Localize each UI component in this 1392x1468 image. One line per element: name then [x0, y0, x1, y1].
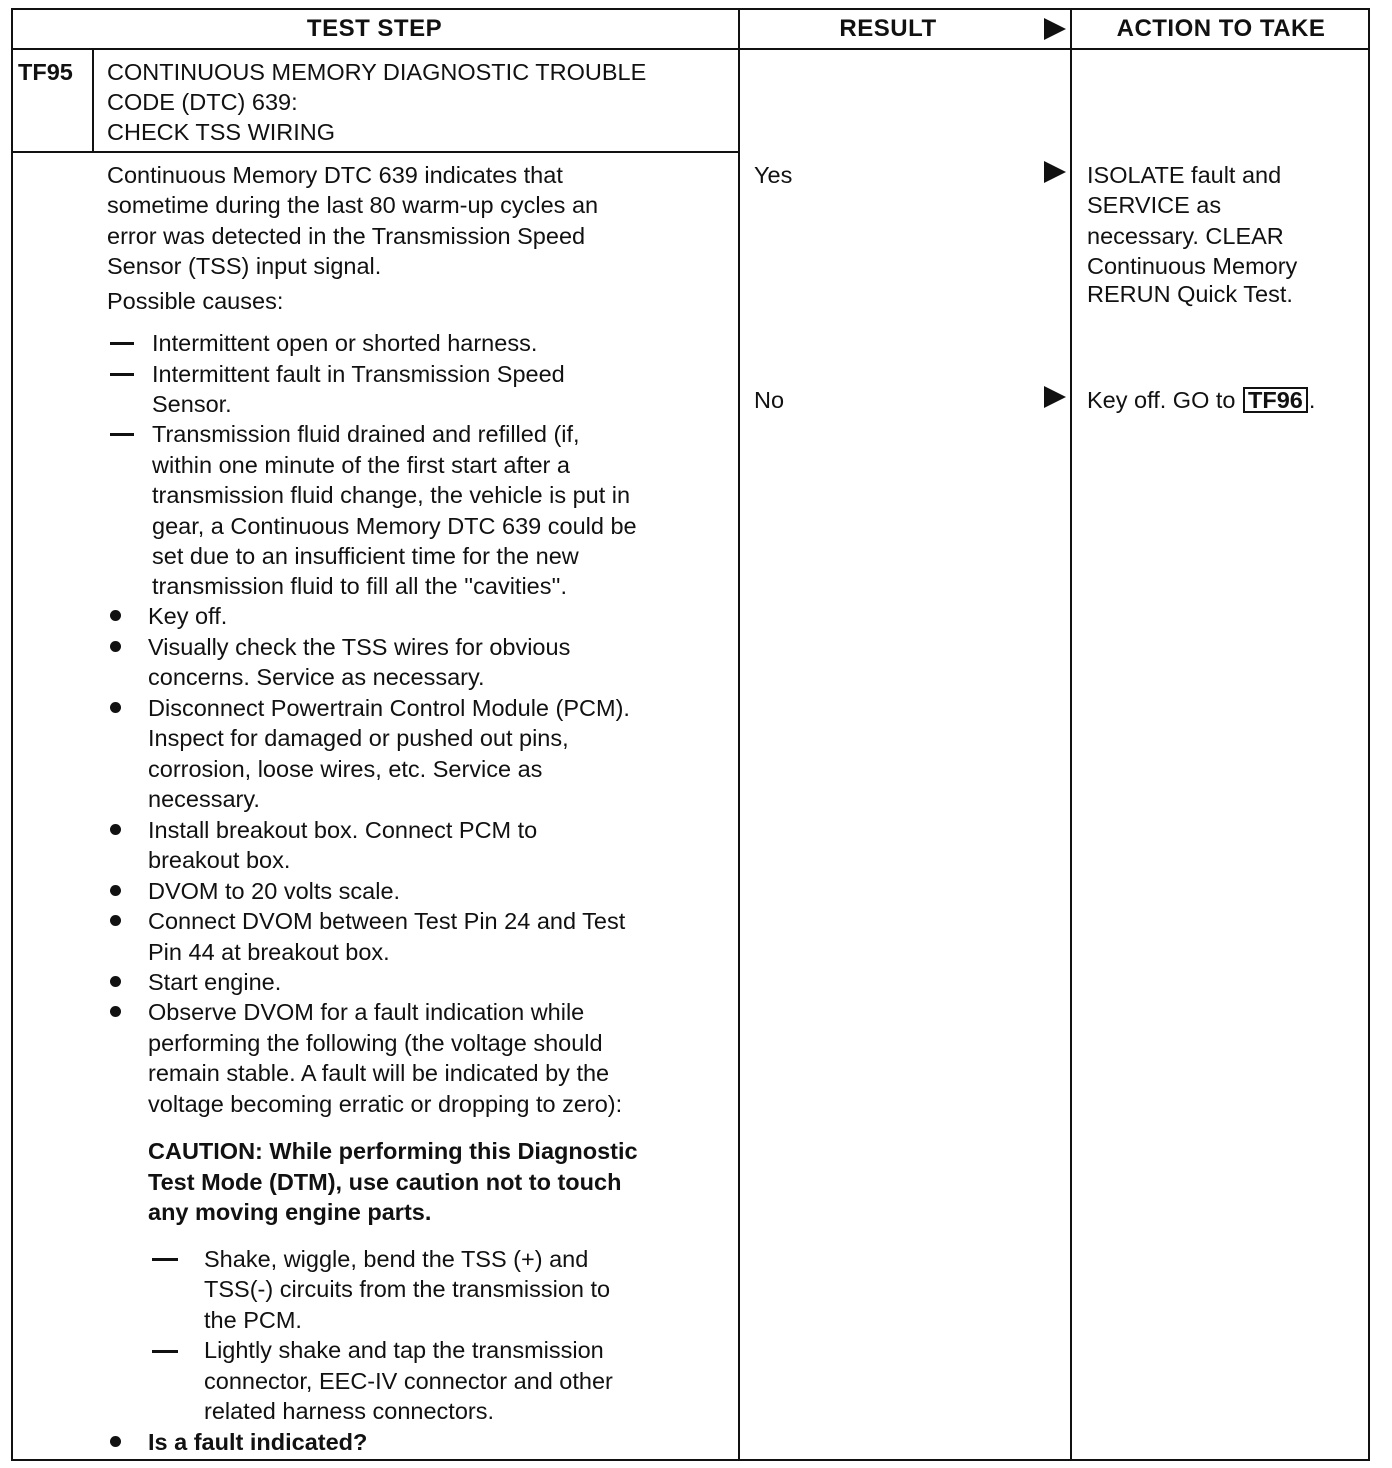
bullet-icon: [110, 702, 121, 713]
step-line: corrosion, loose wires, etc. Service as: [148, 756, 543, 782]
header-result: RESULT: [839, 15, 937, 42]
cause-line: set due to an insufficient time for the new: [152, 543, 579, 569]
caution-line: Test Mode (DTM), use caution not to touch: [148, 1169, 622, 1195]
step-line: Install breakout box. Connect PCM to: [148, 817, 538, 843]
bullet-icon: [110, 885, 121, 896]
column-divider-action: [1070, 8, 1072, 1461]
cause-line: Transmission fluid drained and refilled (if,: [152, 421, 580, 447]
cause-line: within one minute of the first start after a: [152, 452, 570, 478]
bullet-icon: [110, 610, 121, 621]
step-line: voltage becoming erratic or dropping to zero):: [148, 1091, 623, 1117]
intro-line: sometime during the last 80 warm-up cycles an: [107, 192, 599, 218]
intro-line: Sensor (TSS) input signal.: [107, 253, 382, 279]
column-divider-result: [738, 8, 740, 1461]
result-no: No: [754, 387, 785, 413]
step-title-line: CHECK TSS WIRING: [107, 119, 336, 145]
step-id: TF95: [18, 59, 73, 85]
arrow-icon: [1044, 386, 1066, 408]
yes-action-line: ISOLATE fault and: [1087, 162, 1282, 188]
header-action: ACTION TO TAKE: [1116, 15, 1326, 42]
question: Is a fault indicated?: [148, 1429, 368, 1455]
step-title-line: CODE (DTC) 639:: [107, 89, 298, 115]
sub-step-line: TSS(-) circuits from the transmission to: [204, 1276, 611, 1302]
header-test-step: TEST STEP: [306, 15, 443, 42]
dash-icon: [110, 342, 134, 345]
bullet-icon: [110, 1006, 121, 1017]
step-line: Connect DVOM between Test Pin 24 and Test: [148, 908, 626, 934]
step-title-line: CONTINUOUS MEMORY DIAGNOSTIC TROUBLE: [107, 59, 647, 85]
step-line: Visually check the TSS wires for obvious: [148, 634, 571, 660]
sub-step-line: related harness connectors.: [204, 1398, 494, 1424]
bullet-icon: [110, 641, 121, 652]
cause-line: gear, a Continuous Memory DTC 639 could be: [152, 513, 637, 539]
cause-line: Intermittent fault in Transmission Speed: [152, 361, 565, 387]
tf96-reference[interactable]: TF96: [1243, 387, 1308, 413]
bullet-icon: [110, 915, 121, 926]
yes-action-line: necessary. CLEAR: [1087, 223, 1284, 249]
intro-line: Continuous Memory DTC 639 indicates that: [107, 162, 563, 188]
dash-icon: [152, 1258, 178, 1261]
cause-line: Intermittent open or shorted harness.: [152, 330, 538, 356]
cause-line: transmission fluid change, the vehicle is put in: [152, 482, 631, 508]
yes-action-line: RERUN Quick Test.: [1087, 281, 1293, 307]
step-line: performing the following (the voltage should: [148, 1030, 603, 1056]
step-line: remain stable. A fault will be indicated by the: [148, 1060, 610, 1086]
arrow-icon: [1044, 161, 1066, 183]
caution-line: CAUTION: While performing this Diagnostic: [148, 1138, 638, 1164]
no-action-period: .: [1308, 387, 1316, 413]
sub-step-line: Lightly shake and tap the transmission: [204, 1337, 604, 1363]
sub-step-line: the PCM.: [204, 1307, 302, 1333]
bullet-icon: [110, 824, 121, 835]
possible-causes-label: Possible causes:: [107, 288, 284, 314]
intro-line: error was detected in the Transmission Speed: [107, 223, 586, 249]
step-line: DVOM to 20 volts scale.: [148, 878, 401, 904]
dash-icon: [152, 1350, 178, 1353]
step-line: necessary.: [148, 786, 260, 812]
result-yes: Yes: [754, 162, 793, 188]
bullet-icon: [110, 976, 121, 987]
no-action-text: Key off. GO to: [1087, 387, 1242, 413]
step-line: Start engine.: [148, 969, 282, 995]
step-line: Pin 44 at breakout box.: [148, 939, 390, 965]
yes-action-line: SERVICE as: [1087, 192, 1222, 218]
step-line: Inspect for damaged or pushed out pins,: [148, 725, 569, 751]
no-action: [1087, 385, 1315, 415]
bullet-icon: [110, 1436, 121, 1447]
arrow-icon: [1044, 18, 1066, 40]
cause-line: Sensor.: [152, 391, 232, 417]
dash-icon: [110, 433, 134, 436]
dash-icon: [110, 373, 134, 376]
step-line: breakout box.: [148, 847, 291, 873]
sub-step-line: Shake, wiggle, bend the TSS (+) and: [204, 1246, 589, 1272]
header-divider: [11, 48, 1370, 50]
step-line: Key off.: [148, 603, 228, 629]
step-line: Observe DVOM for a fault indication while: [148, 999, 585, 1025]
step-line: concerns. Service as necessary.: [148, 664, 485, 690]
cause-line: transmission fluid to fill all the ''cavities''.: [152, 573, 567, 599]
step-id-divider: [92, 48, 94, 152]
sub-step-line: connector, EEC-IV connector and other: [204, 1368, 613, 1394]
step-line: Disconnect Powertrain Control Module (PCM).: [148, 695, 630, 721]
caution-line: any moving engine parts.: [148, 1199, 432, 1225]
yes-action-line: Continuous Memory: [1087, 253, 1298, 279]
step-title-divider: [11, 151, 738, 153]
